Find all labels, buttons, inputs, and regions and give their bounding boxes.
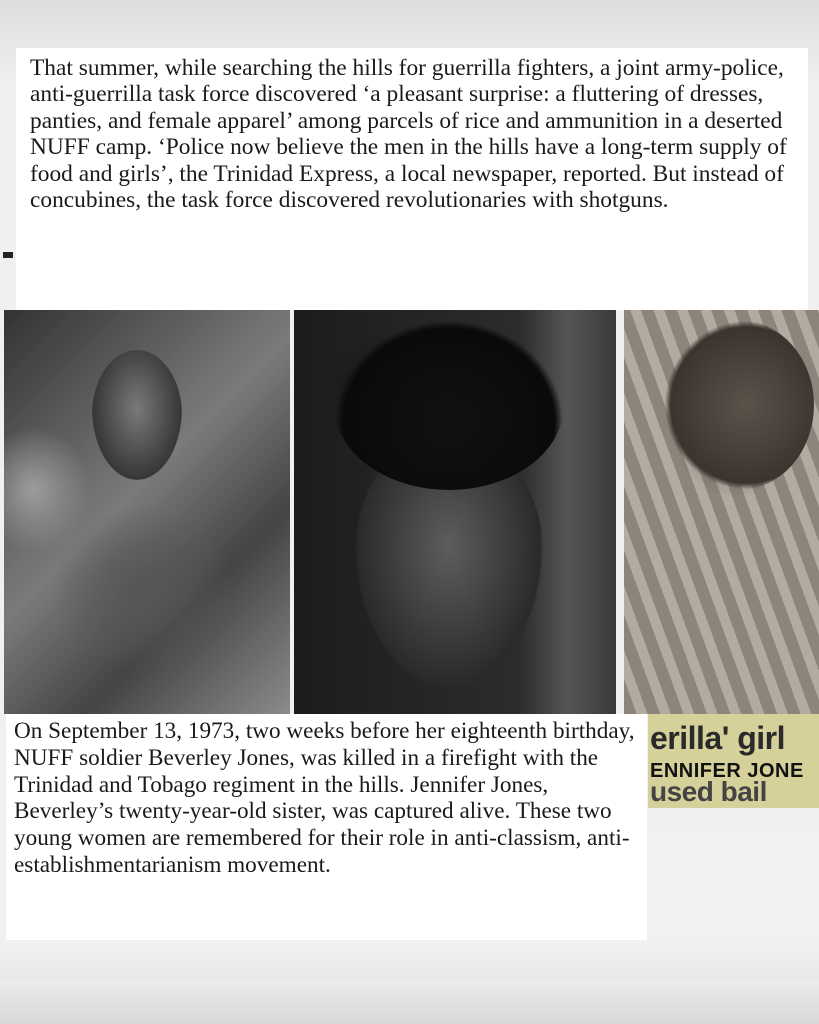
face-shape: [92, 350, 182, 480]
photo-woman-left: [4, 310, 290, 714]
top-paragraph: That summer, while searching the hills for guerrilla fighters, a joint army-police, anti-guerrilla task force discovered ‘a pleasant surprise: a fluttering of dresses, panties, and female apparel’ among parcels of rice and ammunition in a deserted NUFF camp. ‘Police now believe the men in the hills have a long-term supply of food and girls’, the Trinidad Express, a local newspaper, reported. But instead of concubines, the task force discovered revolutionaries with shotguns.: [30, 55, 787, 214]
photo-strip: [0, 310, 819, 714]
bottom-bar: [0, 980, 819, 1024]
clipping-subhead: used bail: [650, 776, 767, 807]
photo-girl-center: [294, 310, 616, 714]
hair-shape: [334, 320, 564, 490]
bottom-paragraph: On September 13, 1973, two weeks before her eighteenth birthday, NUFF soldier Beverley Jones, was killed in a firefight with the Trinidad and Tobago regiment in the hills. Jennifer Jones, Beverley’s twenty-year-old sister, was captured alive. These two young women are remembered for their role in anti-classism, anti-establishmentarianism movement.: [14, 718, 635, 878]
newspaper-clipping: [648, 714, 819, 808]
photo-woman-right: [624, 310, 819, 714]
face-shape: [664, 320, 814, 490]
top-text-panel: [16, 48, 808, 310]
clipping-name: ENNIFER JONE: [650, 760, 804, 782]
bottom-text-panel: [6, 714, 647, 940]
edge-mark: [3, 252, 13, 258]
clipping-headline: erilla' girl: [650, 720, 785, 756]
